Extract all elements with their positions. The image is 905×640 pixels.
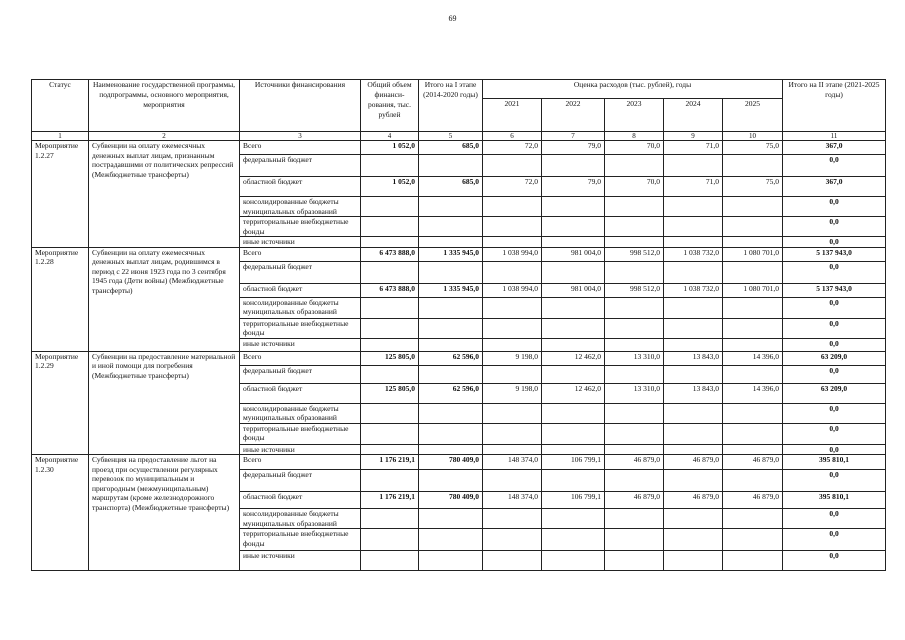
value-cell xyxy=(664,155,723,177)
source-label: областной бюджет xyxy=(240,177,361,197)
value-cell: 0,0 xyxy=(783,217,886,237)
value-cell xyxy=(361,237,419,248)
column-number: 6 xyxy=(483,132,542,141)
value-cell: 0,0 xyxy=(783,529,886,551)
value-cell xyxy=(605,509,664,529)
value-cell: 5 137 943,0 xyxy=(783,247,886,261)
source-label: областной бюджет xyxy=(240,283,361,297)
value-cell: 72,0 xyxy=(483,177,542,197)
header-total: Общий объем финанси-рования, тыс. рублей xyxy=(361,80,419,132)
value-cell xyxy=(664,217,723,237)
value-cell xyxy=(419,297,483,318)
value-cell xyxy=(419,551,483,571)
value-cell xyxy=(542,509,605,529)
value-cell: 0,0 xyxy=(783,403,886,423)
value-cell xyxy=(361,444,419,455)
measure-status: Мероприятие 1.2.30 xyxy=(32,455,89,571)
value-cell: 9 198,0 xyxy=(483,383,542,403)
value-cell xyxy=(419,217,483,237)
value-cell xyxy=(605,423,664,444)
value-cell: 0,0 xyxy=(783,197,886,217)
value-cell: 1 080 701,0 xyxy=(723,247,783,261)
value-cell xyxy=(361,261,419,283)
value-cell xyxy=(542,318,605,338)
value-cell xyxy=(605,155,664,177)
value-cell: 0,0 xyxy=(783,423,886,444)
value-cell xyxy=(361,423,419,444)
measure-status: Мероприятие 1.2.28 xyxy=(32,247,89,351)
value-cell xyxy=(723,318,783,338)
value-cell: 71,0 xyxy=(664,177,723,197)
value-cell xyxy=(664,529,723,551)
measure-name: Субвенции на предоставление материальной и иной помощи для погребения (Межбюджетные трансферты) xyxy=(89,351,240,455)
value-cell xyxy=(723,509,783,529)
value-cell xyxy=(361,403,419,423)
value-cell xyxy=(605,529,664,551)
value-cell xyxy=(361,297,419,318)
value-cell: 46 879,0 xyxy=(605,455,664,470)
value-cell xyxy=(605,318,664,338)
source-label: иные источники xyxy=(240,338,361,351)
value-cell xyxy=(723,529,783,551)
value-cell xyxy=(483,297,542,318)
value-cell: 13 310,0 xyxy=(605,383,664,403)
value-cell xyxy=(542,470,605,492)
column-number: 11 xyxy=(783,132,886,141)
source-label: консолидированные бюджеты муниципальных образований xyxy=(240,297,361,318)
source-label: Всего xyxy=(240,455,361,470)
value-cell xyxy=(723,217,783,237)
header-estimate: Оценка расходов (тыс. рублей), годы xyxy=(483,80,783,99)
value-cell: 13 843,0 xyxy=(664,351,723,365)
column-number: 7 xyxy=(542,132,605,141)
value-cell xyxy=(542,217,605,237)
value-cell xyxy=(605,444,664,455)
value-cell: 6 473 888,0 xyxy=(361,283,419,297)
value-cell xyxy=(419,261,483,283)
value-cell xyxy=(542,551,605,571)
source-label: иные источники xyxy=(240,551,361,571)
value-cell: 685,0 xyxy=(419,177,483,197)
measure-status: Мероприятие 1.2.27 xyxy=(32,141,89,248)
value-cell xyxy=(419,365,483,383)
value-cell: 780 409,0 xyxy=(419,455,483,470)
value-cell xyxy=(723,155,783,177)
value-cell xyxy=(483,365,542,383)
value-cell: 0,0 xyxy=(783,509,886,529)
value-cell: 148 374,0 xyxy=(483,455,542,470)
header-source: Источники финансирования xyxy=(240,80,361,132)
value-cell xyxy=(723,403,783,423)
value-cell xyxy=(419,197,483,217)
value-cell xyxy=(483,318,542,338)
value-cell xyxy=(723,338,783,351)
value-cell xyxy=(605,470,664,492)
value-cell xyxy=(483,217,542,237)
value-cell xyxy=(723,423,783,444)
value-cell xyxy=(664,297,723,318)
value-cell: 106 799,1 xyxy=(542,455,605,470)
value-cell xyxy=(483,551,542,571)
value-cell xyxy=(605,197,664,217)
value-cell: 0,0 xyxy=(783,338,886,351)
value-cell xyxy=(723,297,783,318)
value-cell xyxy=(483,338,542,351)
value-cell: 1 176 219,1 xyxy=(361,492,419,509)
value-cell xyxy=(664,237,723,248)
value-cell xyxy=(483,423,542,444)
column-number: 3 xyxy=(240,132,361,141)
source-label: областной бюджет xyxy=(240,383,361,403)
value-cell xyxy=(419,155,483,177)
value-cell: 70,0 xyxy=(605,141,664,155)
column-number: 1 xyxy=(32,132,89,141)
column-number: 5 xyxy=(419,132,483,141)
value-cell: 0,0 xyxy=(783,470,886,492)
source-label: консолидированные бюджеты муниципальных образований xyxy=(240,403,361,423)
table-row xyxy=(32,351,886,365)
value-cell xyxy=(605,261,664,283)
source-label: федеральный бюджет xyxy=(240,365,361,383)
value-cell xyxy=(361,197,419,217)
value-cell: 981 004,0 xyxy=(542,247,605,261)
value-cell xyxy=(664,551,723,571)
value-cell xyxy=(542,338,605,351)
value-cell xyxy=(542,197,605,217)
value-cell xyxy=(542,261,605,283)
value-cell: 125 805,0 xyxy=(361,351,419,365)
value-cell xyxy=(723,551,783,571)
value-cell xyxy=(542,529,605,551)
value-cell: 12 462,0 xyxy=(542,383,605,403)
value-cell xyxy=(605,338,664,351)
value-cell: 981 004,0 xyxy=(542,283,605,297)
value-cell: 5 137 943,0 xyxy=(783,283,886,297)
value-cell xyxy=(542,423,605,444)
value-cell: 63 209,0 xyxy=(783,383,886,403)
header-year: 2021 xyxy=(483,99,542,132)
value-cell xyxy=(605,237,664,248)
measure-name: Субвенции на оплату ежемесячных денежных выплат лицам, родившимся в период с 22 июня 1923 года по 3 сентября 1945 года (Дети войны) (Межбюджетные трансферты) xyxy=(89,247,240,351)
source-label: иные источники xyxy=(240,237,361,248)
table-body xyxy=(32,141,886,571)
source-label: федеральный бюджет xyxy=(240,155,361,177)
value-cell: 9 198,0 xyxy=(483,351,542,365)
value-cell: 62 596,0 xyxy=(419,351,483,365)
source-label: иные источники xyxy=(240,444,361,455)
value-cell: 46 879,0 xyxy=(723,455,783,470)
value-cell xyxy=(664,365,723,383)
page-number: 69 xyxy=(448,14,457,23)
value-cell xyxy=(419,529,483,551)
source-label: Всего xyxy=(240,141,361,155)
value-cell xyxy=(483,470,542,492)
measure-name: Субвенции на оплату ежемесячных денежных выплат лицам, признанным пострадавшими от политических репрессий (Межбюджетные трансферты) xyxy=(89,141,240,248)
value-cell: 63 209,0 xyxy=(783,351,886,365)
value-cell xyxy=(664,509,723,529)
value-cell xyxy=(605,297,664,318)
value-cell: 75,0 xyxy=(723,177,783,197)
header-year: 2023 xyxy=(605,99,664,132)
value-cell: 75,0 xyxy=(723,141,783,155)
value-cell: 0,0 xyxy=(783,365,886,383)
value-cell xyxy=(361,529,419,551)
value-cell: 106 799,1 xyxy=(542,492,605,509)
value-cell: 367,0 xyxy=(783,141,886,155)
source-label: территориальные внебюджетные фонды xyxy=(240,423,361,444)
value-cell: 1 335 945,0 xyxy=(419,247,483,261)
value-cell: 0,0 xyxy=(783,551,886,571)
value-cell: 46 879,0 xyxy=(664,455,723,470)
value-cell xyxy=(723,470,783,492)
value-cell xyxy=(542,155,605,177)
header-stage2: Итого на II этапе (2021-2025 годы) xyxy=(783,80,886,132)
source-label: территориальные внебюджетные фонды xyxy=(240,318,361,338)
value-cell xyxy=(723,197,783,217)
value-cell xyxy=(419,509,483,529)
header-year: 2024 xyxy=(664,99,723,132)
source-label: консолидированные бюджеты муниципальных образований xyxy=(240,509,361,529)
value-cell: 367,0 xyxy=(783,177,886,197)
value-cell: 1 038 732,0 xyxy=(664,283,723,297)
value-cell xyxy=(664,403,723,423)
value-cell: 0,0 xyxy=(783,261,886,283)
value-cell: 998 512,0 xyxy=(605,247,664,261)
value-cell xyxy=(664,338,723,351)
value-cell: 1 080 701,0 xyxy=(723,283,783,297)
source-label: территориальные внебюджетные фонды xyxy=(240,217,361,237)
source-label: федеральный бюджет xyxy=(240,470,361,492)
value-cell xyxy=(361,338,419,351)
value-cell xyxy=(664,444,723,455)
table-row xyxy=(32,455,886,470)
value-cell: 1 052,0 xyxy=(361,141,419,155)
value-cell: 1 038 994,0 xyxy=(483,283,542,297)
value-cell xyxy=(664,197,723,217)
value-cell xyxy=(483,529,542,551)
value-cell: 685,0 xyxy=(419,141,483,155)
value-cell xyxy=(483,509,542,529)
value-cell xyxy=(605,551,664,571)
column-number: 10 xyxy=(723,132,783,141)
header-status: Статус xyxy=(32,80,89,132)
value-cell xyxy=(419,318,483,338)
header-year: 2022 xyxy=(542,99,605,132)
header-stage1: Итого на I этапе (2014-2020 годы) xyxy=(419,80,483,132)
value-cell xyxy=(542,403,605,423)
value-cell xyxy=(483,403,542,423)
value-cell xyxy=(361,217,419,237)
table-row xyxy=(32,247,886,261)
value-cell: 0,0 xyxy=(783,297,886,318)
value-cell xyxy=(361,365,419,383)
value-cell: 0,0 xyxy=(783,444,886,455)
value-cell: 62 596,0 xyxy=(419,383,483,403)
value-cell: 79,0 xyxy=(542,141,605,155)
value-cell xyxy=(361,470,419,492)
table-row xyxy=(32,141,886,155)
value-cell xyxy=(419,237,483,248)
value-cell: 72,0 xyxy=(483,141,542,155)
value-cell xyxy=(542,237,605,248)
column-number: 4 xyxy=(361,132,419,141)
value-cell: 1 176 219,1 xyxy=(361,455,419,470)
value-cell xyxy=(419,444,483,455)
header-name: Наименование государственной программы, подпрограммы, основного мероприятия, мероприятия xyxy=(89,80,240,132)
value-cell xyxy=(361,551,419,571)
column-number: 9 xyxy=(664,132,723,141)
value-cell xyxy=(664,318,723,338)
value-cell xyxy=(483,444,542,455)
value-cell: 46 879,0 xyxy=(664,492,723,509)
value-cell xyxy=(542,297,605,318)
source-label: Всего xyxy=(240,351,361,365)
source-label: Всего xyxy=(240,247,361,261)
value-cell: 14 396,0 xyxy=(723,383,783,403)
value-cell xyxy=(419,470,483,492)
measure-name: Субвенция на предоставление льгот на проезд при осуществлении регулярных перевозок по муниципальным и пригородным (межмуниципальным) маршрутам (кроме железнодорожного транспорта) (Межбюджетные трансферты) xyxy=(89,455,240,571)
value-cell: 1 335 945,0 xyxy=(419,283,483,297)
value-cell: 998 512,0 xyxy=(605,283,664,297)
value-cell: 1 052,0 xyxy=(361,177,419,197)
value-cell: 46 879,0 xyxy=(723,492,783,509)
column-number: 8 xyxy=(605,132,664,141)
value-cell: 1 038 732,0 xyxy=(664,247,723,261)
value-cell xyxy=(542,365,605,383)
value-cell: 6 473 888,0 xyxy=(361,247,419,261)
value-cell xyxy=(361,155,419,177)
value-cell: 13 843,0 xyxy=(664,383,723,403)
value-cell xyxy=(419,423,483,444)
value-cell: 148 374,0 xyxy=(483,492,542,509)
value-cell xyxy=(605,365,664,383)
source-label: территориальные внебюджетные фонды xyxy=(240,529,361,551)
value-cell: 13 310,0 xyxy=(605,351,664,365)
value-cell: 70,0 xyxy=(605,177,664,197)
value-cell xyxy=(664,261,723,283)
value-cell xyxy=(361,509,419,529)
value-cell: 780 409,0 xyxy=(419,492,483,509)
value-cell xyxy=(723,365,783,383)
value-cell: 79,0 xyxy=(542,177,605,197)
value-cell: 0,0 xyxy=(783,318,886,338)
value-cell xyxy=(361,318,419,338)
value-cell: 0,0 xyxy=(783,237,886,248)
source-label: областной бюджет xyxy=(240,492,361,509)
value-cell xyxy=(483,237,542,248)
value-cell xyxy=(483,197,542,217)
value-cell: 1 038 994,0 xyxy=(483,247,542,261)
value-cell: 14 396,0 xyxy=(723,351,783,365)
value-cell: 46 879,0 xyxy=(605,492,664,509)
value-cell xyxy=(605,217,664,237)
value-cell xyxy=(419,403,483,423)
value-cell xyxy=(664,423,723,444)
value-cell xyxy=(483,155,542,177)
source-label: федеральный бюджет xyxy=(240,261,361,283)
value-cell: 12 462,0 xyxy=(542,351,605,365)
value-cell xyxy=(483,261,542,283)
column-number: 2 xyxy=(89,132,240,141)
value-cell: 395 810,1 xyxy=(783,492,886,509)
value-cell xyxy=(723,261,783,283)
value-cell: 0,0 xyxy=(783,155,886,177)
value-cell xyxy=(723,444,783,455)
value-cell: 125 805,0 xyxy=(361,383,419,403)
value-cell xyxy=(605,403,664,423)
value-cell xyxy=(664,470,723,492)
value-cell: 395 810,1 xyxy=(783,455,886,470)
value-cell xyxy=(419,338,483,351)
measure-status: Мероприятие 1.2.29 xyxy=(32,351,89,455)
value-cell: 71,0 xyxy=(664,141,723,155)
financing-table xyxy=(31,79,886,571)
source-label: консолидированные бюджеты муниципальных образований xyxy=(240,197,361,217)
value-cell xyxy=(723,237,783,248)
header-year: 2025 xyxy=(723,99,783,132)
value-cell xyxy=(542,444,605,455)
